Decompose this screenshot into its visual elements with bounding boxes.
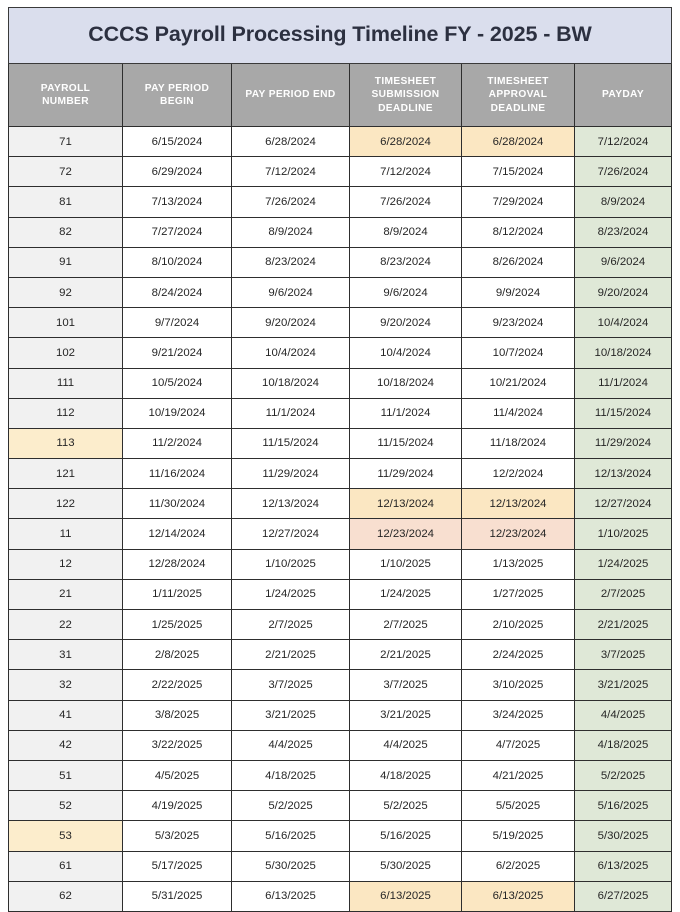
- column-header-payroll-number: [8, 64, 123, 127]
- table-row: [8, 610, 672, 640]
- table-row: [8, 550, 672, 580]
- cell-timesheet-submission-deadline: 8/23/2024: [350, 248, 462, 278]
- cell-pay-period-begin: 7/27/2024: [123, 218, 232, 248]
- cell-payday: 11/29/2024: [575, 429, 672, 459]
- table-row: [8, 701, 672, 731]
- cell-pay-period-end: 4/18/2025: [232, 761, 350, 791]
- cell-timesheet-approval-deadline: 11/4/2024: [462, 399, 575, 429]
- column-header-line: PAYROLL: [40, 82, 91, 94]
- cell-pay-period-begin: 5/3/2025: [123, 821, 232, 851]
- cell-timesheet-submission-deadline: 2/7/2025: [350, 610, 462, 640]
- cell-pay-period-begin: 11/16/2024: [123, 459, 232, 489]
- cell-timesheet-submission-deadline: 11/29/2024: [350, 459, 462, 489]
- cell-pay-period-end: 9/20/2024: [232, 308, 350, 338]
- page-title: CCCS Payroll Processing Timeline FY - 2025 - BW: [88, 21, 592, 46]
- cell-payroll-number: 52: [8, 791, 123, 821]
- cell-pay-period-begin: 11/2/2024: [123, 429, 232, 459]
- table-row: [8, 278, 672, 308]
- cell-payday: 1/24/2025: [575, 550, 672, 580]
- cell-timesheet-approval-deadline: 6/13/2025: [462, 882, 575, 912]
- cell-payroll-number: 11: [8, 519, 123, 549]
- cell-timesheet-submission-deadline: 3/7/2025: [350, 670, 462, 700]
- cell-timesheet-submission-deadline: 1/24/2025: [350, 580, 462, 610]
- column-header-line: DEADLINE: [490, 102, 546, 114]
- cell-pay-period-end: 11/15/2024: [232, 429, 350, 459]
- table-row: [8, 580, 672, 610]
- cell-payday: 5/2/2025: [575, 761, 672, 791]
- cell-payday: 6/13/2025: [575, 852, 672, 882]
- cell-timesheet-submission-deadline: 4/18/2025: [350, 761, 462, 791]
- cell-pay-period-end: 6/28/2024: [232, 127, 350, 157]
- column-header-timesheet-approval-deadline: [462, 64, 575, 127]
- cell-pay-period-end: 12/13/2024: [232, 489, 350, 519]
- cell-timesheet-approval-deadline: 5/5/2025: [462, 791, 575, 821]
- cell-payroll-number: 121: [8, 459, 123, 489]
- cell-timesheet-approval-deadline: 6/2/2025: [462, 852, 575, 882]
- table-row: [8, 519, 672, 549]
- payroll-timeline-table: [8, 7, 672, 912]
- cell-timesheet-approval-deadline: 12/13/2024: [462, 489, 575, 519]
- table-body: [8, 127, 672, 912]
- cell-payday: 8/23/2024: [575, 218, 672, 248]
- cell-timesheet-approval-deadline: 3/10/2025: [462, 670, 575, 700]
- cell-payroll-number: 51: [8, 761, 123, 791]
- cell-timesheet-submission-deadline: 5/16/2025: [350, 821, 462, 851]
- cell-pay-period-begin: 9/7/2024: [123, 308, 232, 338]
- cell-pay-period-begin: 2/8/2025: [123, 640, 232, 670]
- cell-timesheet-submission-deadline: 12/23/2024: [350, 519, 462, 549]
- cell-timesheet-submission-deadline: 6/13/2025: [350, 882, 462, 912]
- table-row: [8, 187, 672, 217]
- cell-pay-period-begin: 11/30/2024: [123, 489, 232, 519]
- cell-payday: 3/7/2025: [575, 640, 672, 670]
- cell-timesheet-approval-deadline: 9/9/2024: [462, 278, 575, 308]
- table-row: [8, 852, 672, 882]
- table-row: [8, 308, 672, 338]
- cell-timesheet-approval-deadline: 3/24/2025: [462, 701, 575, 731]
- cell-pay-period-end: 1/10/2025: [232, 550, 350, 580]
- cell-pay-period-end: 11/1/2024: [232, 399, 350, 429]
- cell-timesheet-approval-deadline: 8/12/2024: [462, 218, 575, 248]
- cell-pay-period-end: 5/30/2025: [232, 852, 350, 882]
- cell-timesheet-approval-deadline: 12/23/2024: [462, 519, 575, 549]
- cell-payroll-number: 92: [8, 278, 123, 308]
- cell-timesheet-submission-deadline: 11/1/2024: [350, 399, 462, 429]
- cell-pay-period-begin: 10/5/2024: [123, 369, 232, 399]
- column-header-line: SUBMISSION: [371, 89, 440, 101]
- cell-payday: 11/1/2024: [575, 369, 672, 399]
- cell-payroll-number: 72: [8, 157, 123, 187]
- cell-timesheet-approval-deadline: 7/15/2024: [462, 157, 575, 187]
- cell-pay-period-begin: 9/21/2024: [123, 338, 232, 368]
- cell-pay-period-begin: 1/25/2025: [123, 610, 232, 640]
- cell-payday: 9/6/2024: [575, 248, 672, 278]
- cell-pay-period-end: 7/26/2024: [232, 187, 350, 217]
- cell-timesheet-approval-deadline: 12/2/2024: [462, 459, 575, 489]
- cell-pay-period-end: 10/4/2024: [232, 338, 350, 368]
- cell-payday: 8/9/2024: [575, 187, 672, 217]
- cell-timesheet-approval-deadline: 10/7/2024: [462, 338, 575, 368]
- cell-payday: 6/27/2025: [575, 882, 672, 912]
- cell-payroll-number: 53: [8, 821, 123, 851]
- cell-pay-period-end: 11/29/2024: [232, 459, 350, 489]
- cell-payroll-number: 21: [8, 580, 123, 610]
- cell-timesheet-approval-deadline: 11/18/2024: [462, 429, 575, 459]
- cell-timesheet-submission-deadline: 10/18/2024: [350, 369, 462, 399]
- cell-payday: 3/21/2025: [575, 670, 672, 700]
- cell-payroll-number: 122: [8, 489, 123, 519]
- cell-timesheet-submission-deadline: 7/26/2024: [350, 187, 462, 217]
- column-header-line: NUMBER: [42, 96, 89, 107]
- column-header-line: BEGIN: [159, 96, 194, 107]
- cell-payday: 10/4/2024: [575, 308, 672, 338]
- cell-pay-period-begin: 7/13/2024: [123, 187, 232, 217]
- cell-timesheet-approval-deadline: 5/19/2025: [462, 821, 575, 851]
- table-row: [8, 157, 672, 187]
- cell-timesheet-approval-deadline: 2/10/2025: [462, 610, 575, 640]
- cell-payroll-number: 32: [8, 670, 123, 700]
- cell-timesheet-submission-deadline: 7/12/2024: [350, 157, 462, 187]
- cell-pay-period-end: 9/6/2024: [232, 278, 350, 308]
- cell-payroll-number: 31: [8, 640, 123, 670]
- column-header-payday: [575, 64, 672, 127]
- cell-payday: 9/20/2024: [575, 278, 672, 308]
- cell-payroll-number: 62: [8, 882, 123, 912]
- table-row: [8, 218, 672, 248]
- cell-pay-period-end: 6/13/2025: [232, 882, 350, 912]
- cell-payday: 7/12/2024: [575, 127, 672, 157]
- column-header-pay-period-begin: [123, 64, 232, 127]
- table-row: [8, 791, 672, 821]
- cell-payday: 10/18/2024: [575, 338, 672, 368]
- cell-timesheet-approval-deadline: 7/29/2024: [462, 187, 575, 217]
- cell-timesheet-approval-deadline: 8/26/2024: [462, 248, 575, 278]
- cell-payroll-number: 101: [8, 308, 123, 338]
- cell-timesheet-submission-deadline: 5/30/2025: [350, 852, 462, 882]
- cell-timesheet-submission-deadline: 3/21/2025: [350, 701, 462, 731]
- cell-payday: 11/15/2024: [575, 399, 672, 429]
- cell-pay-period-end: 12/27/2024: [232, 519, 350, 549]
- table-row: [8, 369, 672, 399]
- cell-pay-period-begin: 12/28/2024: [123, 550, 232, 580]
- cell-timesheet-approval-deadline: 4/7/2025: [462, 731, 575, 761]
- column-header-line: PAY PERIOD: [144, 82, 210, 94]
- cell-timesheet-approval-deadline: 4/21/2025: [462, 761, 575, 791]
- cell-timesheet-approval-deadline: 9/23/2024: [462, 308, 575, 338]
- cell-payroll-number: 113: [8, 429, 123, 459]
- cell-payroll-number: 82: [8, 218, 123, 248]
- column-header-line: APPROVAL: [488, 89, 548, 101]
- table-row: [8, 670, 672, 700]
- document-title-cell: [8, 7, 672, 64]
- table-row: [8, 489, 672, 519]
- cell-pay-period-begin: 10/19/2024: [123, 399, 232, 429]
- cell-payday: 4/4/2025: [575, 701, 672, 731]
- cell-pay-period-begin: 5/31/2025: [123, 882, 232, 912]
- column-header-line: TIMESHEET: [374, 75, 437, 87]
- cell-pay-period-end: 2/7/2025: [232, 610, 350, 640]
- cell-pay-period-end: 10/18/2024: [232, 369, 350, 399]
- cell-payroll-number: 22: [8, 610, 123, 640]
- cell-timesheet-submission-deadline: 10/4/2024: [350, 338, 462, 368]
- cell-timesheet-approval-deadline: 6/28/2024: [462, 127, 575, 157]
- cell-payday: 12/13/2024: [575, 459, 672, 489]
- cell-timesheet-submission-deadline: 9/20/2024: [350, 308, 462, 338]
- column-header-line: PAYDAY: [602, 89, 644, 101]
- cell-timesheet-approval-deadline: 2/24/2025: [462, 640, 575, 670]
- cell-pay-period-end: 3/7/2025: [232, 670, 350, 700]
- cell-payroll-number: 91: [8, 248, 123, 278]
- table-row: [8, 429, 672, 459]
- cell-timesheet-submission-deadline: 2/21/2025: [350, 640, 462, 670]
- cell-timesheet-submission-deadline: 4/4/2025: [350, 731, 462, 761]
- cell-payday: 2/7/2025: [575, 580, 672, 610]
- cell-payroll-number: 71: [8, 127, 123, 157]
- cell-pay-period-begin: 4/19/2025: [123, 791, 232, 821]
- cell-pay-period-end: 3/21/2025: [232, 701, 350, 731]
- cell-payroll-number: 102: [8, 338, 123, 368]
- table-row: [8, 882, 672, 912]
- cell-pay-period-begin: 5/17/2025: [123, 852, 232, 882]
- cell-payroll-number: 12: [8, 550, 123, 580]
- cell-pay-period-begin: 4/5/2025: [123, 761, 232, 791]
- cell-pay-period-end: 1/24/2025: [232, 580, 350, 610]
- cell-pay-period-end: 8/9/2024: [232, 218, 350, 248]
- cell-pay-period-begin: 12/14/2024: [123, 519, 232, 549]
- cell-timesheet-submission-deadline: 11/15/2024: [350, 429, 462, 459]
- cell-timesheet-submission-deadline: 5/2/2025: [350, 791, 462, 821]
- cell-payday: 12/27/2024: [575, 489, 672, 519]
- column-header-row: [8, 64, 672, 127]
- table-row: [8, 338, 672, 368]
- cell-payroll-number: 41: [8, 701, 123, 731]
- cell-payroll-number: 112: [8, 399, 123, 429]
- cell-payroll-number: 61: [8, 852, 123, 882]
- cell-pay-period-begin: 1/11/2025: [123, 580, 232, 610]
- cell-payday: 5/16/2025: [575, 791, 672, 821]
- column-header-line: TIMESHEET: [487, 75, 549, 87]
- cell-timesheet-submission-deadline: 9/6/2024: [350, 278, 462, 308]
- cell-pay-period-begin: 8/10/2024: [123, 248, 232, 278]
- cell-timesheet-approval-deadline: 10/21/2024: [462, 369, 575, 399]
- title-row: [8, 7, 672, 64]
- table-row: [8, 640, 672, 670]
- cell-timesheet-approval-deadline: 1/27/2025: [462, 580, 575, 610]
- cell-pay-period-begin: 3/22/2025: [123, 731, 232, 761]
- cell-payday: 1/10/2025: [575, 519, 672, 549]
- column-header-line: DEADLINE: [378, 102, 433, 114]
- table-row: [8, 127, 672, 157]
- cell-payday: 2/21/2025: [575, 610, 672, 640]
- cell-payday: 4/18/2025: [575, 731, 672, 761]
- table-row: [8, 248, 672, 278]
- cell-payroll-number: 42: [8, 731, 123, 761]
- cell-pay-period-end: 2/21/2025: [232, 640, 350, 670]
- cell-pay-period-begin: 2/22/2025: [123, 670, 232, 700]
- table-row: [8, 731, 672, 761]
- cell-payroll-number: 111: [8, 369, 123, 399]
- cell-payroll-number: 81: [8, 187, 123, 217]
- column-header-timesheet-submission-deadline: [350, 64, 462, 127]
- table-row: [8, 821, 672, 851]
- cell-timesheet-submission-deadline: 6/28/2024: [350, 127, 462, 157]
- cell-timesheet-approval-deadline: 1/13/2025: [462, 550, 575, 580]
- table-row: [8, 761, 672, 791]
- cell-pay-period-end: 4/4/2025: [232, 731, 350, 761]
- column-header-pay-period-end: [232, 64, 350, 127]
- cell-payday: 7/26/2024: [575, 157, 672, 187]
- cell-pay-period-begin: 8/24/2024: [123, 278, 232, 308]
- cell-pay-period-end: 7/12/2024: [232, 157, 350, 187]
- cell-pay-period-begin: 3/8/2025: [123, 701, 232, 731]
- cell-timesheet-submission-deadline: 8/9/2024: [350, 218, 462, 248]
- cell-pay-period-begin: 6/15/2024: [123, 127, 232, 157]
- cell-timesheet-submission-deadline: 12/13/2024: [350, 489, 462, 519]
- cell-pay-period-end: 5/2/2025: [232, 791, 350, 821]
- cell-pay-period-end: 8/23/2024: [232, 248, 350, 278]
- cell-pay-period-begin: 6/29/2024: [123, 157, 232, 187]
- table-row: [8, 399, 672, 429]
- cell-payday: 5/30/2025: [575, 821, 672, 851]
- table-row: [8, 459, 672, 489]
- cell-timesheet-submission-deadline: 1/10/2025: [350, 550, 462, 580]
- cell-pay-period-end: 5/16/2025: [232, 821, 350, 851]
- column-header-line: PAY PERIOD END: [245, 89, 336, 101]
